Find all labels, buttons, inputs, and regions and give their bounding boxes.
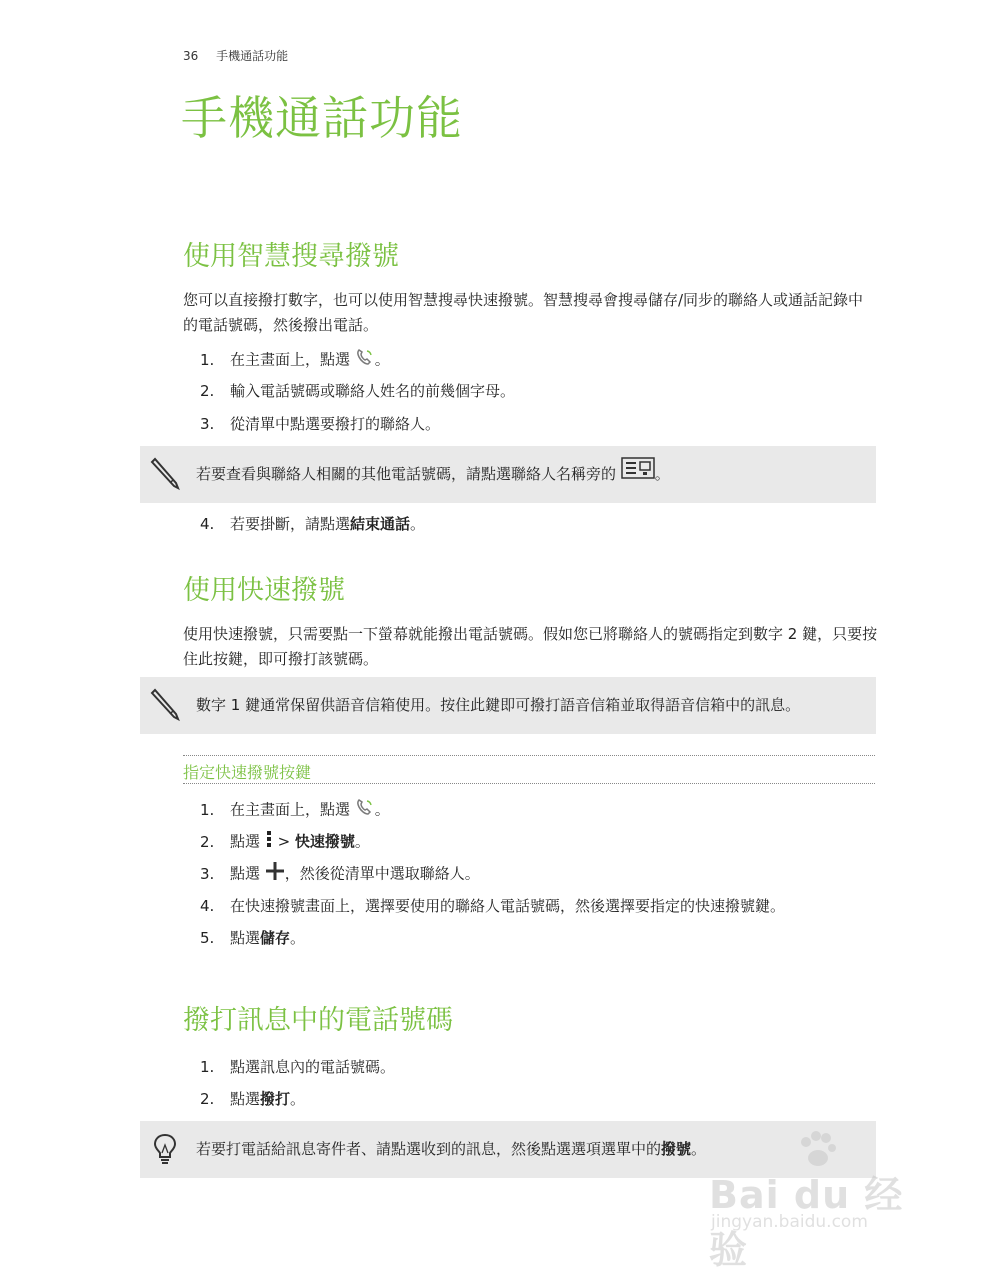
step-text: 在主畫面上，點選	[230, 800, 351, 819]
pencil-icon	[148, 687, 182, 723]
step-separator: >	[272, 832, 295, 851]
note-text-end: 。	[654, 465, 670, 483]
phone-icon	[355, 348, 375, 372]
step-text: 在主畫面上，點選	[230, 350, 351, 369]
step-number: 1.	[200, 350, 215, 369]
list-item	[200, 798, 390, 820]
step-number: 2.	[200, 382, 215, 400]
section-paragraph: 使用快速撥號，只需要點一下螢幕就能撥出電話號碼。假如您已將聯絡人的號碼指定到數字 2 鍵，只要按住此按鍵，即可撥打該號碼。	[183, 625, 878, 668]
page-number: 36	[183, 49, 199, 63]
list-item	[200, 927, 305, 949]
step-text: 點選	[230, 864, 261, 883]
chapter-title: 手機通話功能	[181, 91, 463, 145]
note-text-main: 若要查看與聯絡人相關的其他電話號碼，請點選聯絡人名稱旁的	[196, 465, 617, 483]
tip-text	[196, 1121, 706, 1178]
step-text: 點選	[230, 1090, 261, 1108]
step-number: 3.	[200, 415, 215, 433]
list-item	[200, 1056, 395, 1078]
step-text: 點選訊息內的電話號碼。	[230, 1058, 396, 1076]
step-text: 在快速撥號畫面上，選擇要使用的聯絡人電話號碼，然後選擇要指定的快速撥號鍵。	[230, 897, 786, 915]
plus-icon	[265, 862, 285, 886]
lightbulb-icon	[148, 1131, 182, 1167]
step-bold-text: 儲存	[260, 929, 291, 947]
step-text: 輸入電話號碼或聯絡人姓名的前幾個字母。	[230, 382, 516, 400]
menu-dots-icon	[265, 830, 273, 854]
step-text-end: 。	[290, 929, 306, 947]
phone-icon	[355, 798, 375, 822]
list-item	[200, 830, 370, 852]
step-number: 3.	[200, 864, 215, 883]
list-item	[200, 380, 515, 402]
list-item	[200, 413, 440, 435]
list-item	[200, 348, 390, 370]
list-item	[200, 862, 480, 884]
section-paragraph: 您可以直接撥打數字，也可以使用智慧搜尋快速撥號。智慧搜尋會搜尋儲存/同步的聯絡人或通話記錄中的電話號碼，然後撥出電話。	[183, 291, 864, 334]
section-title-smart-dial: 使用智慧搜尋撥號	[183, 241, 399, 272]
step-text: 點選	[230, 929, 261, 947]
step-text: 點選	[230, 832, 261, 851]
tip-text-main: 若要打電話給訊息寄件者、請點選收到的訊息，然後點選選項選單中的	[196, 1140, 662, 1158]
step-number: 2.	[200, 832, 215, 851]
step-text-end: 。	[374, 350, 390, 369]
watermark-text: Bai du 经验	[709, 1173, 904, 1272]
step-number: 1.	[200, 800, 215, 819]
step-bold-text: 撥打	[260, 1090, 291, 1108]
step-number: 5.	[200, 929, 215, 947]
section-title-dial-from-message: 撥打訊息中的電話號碼	[183, 1005, 453, 1036]
step-bold-text: 快速撥號	[294, 832, 355, 851]
step-number: 4.	[200, 897, 215, 915]
list-item	[200, 1088, 305, 1110]
note-box	[140, 677, 876, 734]
subsection-heading	[183, 755, 875, 784]
tip-text-end: 。	[691, 1140, 707, 1158]
section-title-speed-dial: 使用快速撥號	[183, 575, 345, 606]
note-box	[140, 446, 876, 503]
running-title: 手機通話功能	[216, 49, 289, 63]
tip-bold-text: 撥號	[661, 1140, 692, 1158]
running-header	[183, 47, 288, 64]
list-item	[200, 513, 425, 535]
step-text-end: ，然後從清單中選取聯絡人。	[284, 864, 480, 883]
pencil-icon	[148, 456, 182, 492]
step-text-end: 。	[354, 832, 370, 851]
step-bold-text: 結束通話	[350, 515, 411, 533]
subsection-title: 指定快速撥號按鍵	[183, 763, 312, 782]
step-number: 2.	[200, 1090, 215, 1108]
step-text-end: 。	[410, 515, 426, 533]
step-text-end: 。	[374, 800, 390, 819]
step-number: 1.	[200, 1058, 215, 1076]
contact-card-icon	[621, 446, 655, 503]
watermark-url: jingyan.baidu.com	[711, 1212, 868, 1232]
step-number: 4.	[200, 515, 215, 533]
list-item	[200, 895, 785, 917]
note-text	[196, 446, 670, 503]
step-text: 若要掛斷，請點選	[230, 515, 351, 533]
note-text: 數字 1 鍵通常保留供語音信箱使用。按住此鍵即可撥打語音信箱並取得語音信箱中的訊息。	[196, 696, 801, 714]
baidu-watermark	[701, 1130, 931, 1272]
step-text-end: 。	[290, 1090, 306, 1108]
step-text: 從清單中點選要撥打的聯絡人。	[230, 415, 441, 433]
